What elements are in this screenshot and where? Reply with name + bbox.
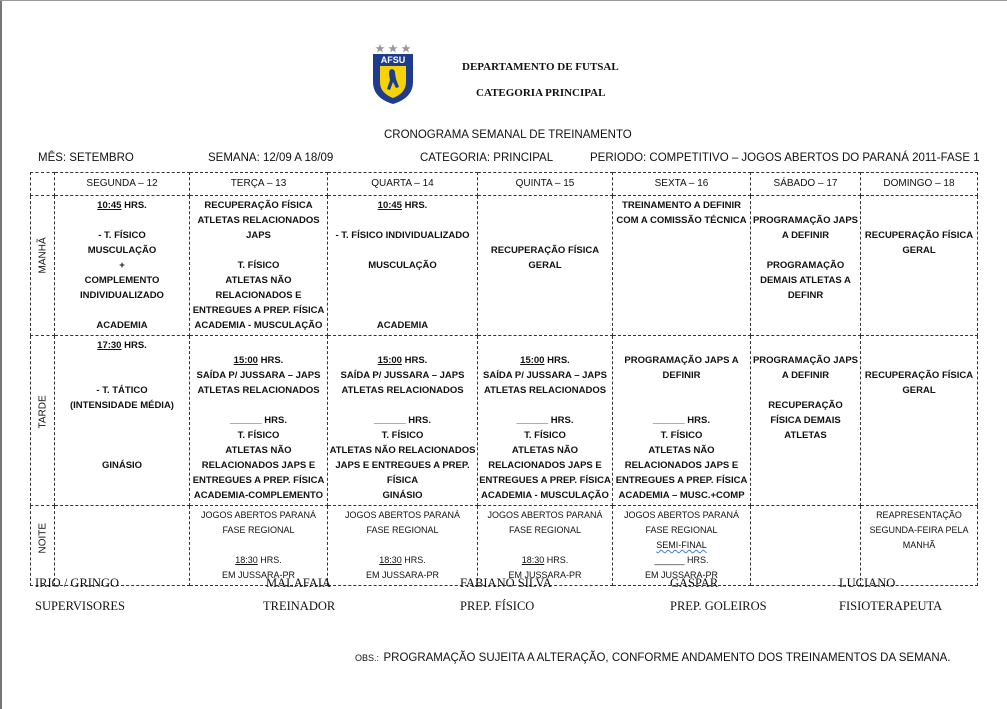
afsu-logo — [370, 42, 416, 106]
schedule-cell — [861, 506, 978, 586]
day-header: DOMINGO – 18 — [861, 173, 978, 196]
cell-line: 15:00 HRS. — [233, 355, 284, 366]
cell-line: GINÁSIO — [382, 490, 423, 501]
cell-line: ENTREGUES A PREP. FÍSICA — [615, 475, 748, 486]
schedule-cell — [55, 506, 190, 586]
cell-line: ENTREGUES A PREP. FÍSICA — [192, 305, 325, 316]
cell-line: PROGRAMAÇÃO JAPS — [752, 355, 859, 366]
staff-role: FISIOTERAPEUTA — [839, 599, 943, 613]
cell-line — [329, 213, 476, 228]
cell-line: RELACIONADOS JAPS E — [488, 460, 602, 471]
schedule-cell — [861, 336, 978, 506]
cell-line: ACADEMIA-COMPLEMENTO — [193, 490, 324, 501]
cell-line: T. FÍSICO — [660, 430, 703, 441]
cell-line: ATLETAS RELACIONADOS — [197, 215, 320, 226]
page-left-border — [0, 0, 2, 709]
cell-line: ______ HRS. — [654, 555, 709, 565]
cell-line — [56, 353, 188, 368]
cell-line — [329, 243, 476, 258]
cell-line: - T. FÍSICO — [98, 230, 146, 241]
cell-line: RELACIONADOS JAPS E — [201, 460, 316, 471]
schedule-cell — [751, 336, 861, 506]
cell-line: ACADEMIA — [376, 320, 429, 331]
cell-line: JOGOS ABERTOS PARANÁ — [623, 510, 740, 520]
cell-line: GINÁSIO — [101, 460, 143, 471]
schedule-title: CRONOGRAMA SEMANAL DE TREINAMENTO — [384, 129, 632, 141]
cell-line — [479, 213, 611, 228]
staff-role: TREINADOR — [263, 599, 336, 613]
days-header-row — [31, 173, 978, 196]
cell-line: 15:00 HRS. — [377, 355, 428, 366]
shift-label: TARDE — [37, 395, 48, 429]
cell-line: SAÍDA P/ JUSSARA – JAPS — [483, 370, 607, 381]
cell-line: FÍSICA DEMAIS — [770, 415, 841, 426]
cell-line: A DEFINIR — [781, 370, 830, 381]
cell-line: FASE REGIONAL — [366, 525, 439, 535]
staff-name: IRIO / GRINGO — [35, 576, 120, 590]
cell-line: EM JUSSARA-PR — [365, 570, 439, 580]
cell-line — [329, 303, 476, 318]
cell-line: RECUPERAÇÃO FÍSICA — [490, 245, 600, 256]
corner-cell — [31, 173, 55, 196]
cell-line — [191, 243, 326, 258]
cell-line: MUSCULAÇÃO — [368, 260, 437, 271]
cell-line: ATLETAS NÃO — [511, 445, 579, 456]
cell-line: FASE REGIONAL — [645, 525, 718, 535]
cell-line: ATLETAS NÃO — [225, 445, 292, 456]
schedule-cell — [328, 196, 478, 336]
staff-role: PREP. FÍSICO — [460, 599, 535, 613]
logo-star-3 — [401, 44, 410, 52]
cell-line: ______ HRS. — [652, 415, 711, 426]
cell-line — [191, 338, 326, 353]
cell-line: ______ HRS. — [373, 415, 432, 426]
cell-line: RECUPERAÇÃO FÍSICA — [204, 200, 313, 211]
observation-note — [355, 648, 950, 666]
cell-line: FASE REGIONAL — [508, 525, 582, 535]
cell-line: JAPS — [246, 230, 271, 241]
cell-line — [56, 443, 188, 458]
cell-line: TREINAMENTO A DEFINIR — [622, 200, 741, 211]
cell-line: COM A COMISSÃO TÉCNICA — [616, 215, 747, 226]
staff-role: PREP. GOLEIROS — [670, 599, 767, 613]
cell-line: JOGOS ABERTOS PARANÁ — [344, 510, 461, 520]
cell-line: COMPLEMENTO — [84, 275, 160, 286]
cell-line: GERAL — [528, 260, 562, 271]
staff-name: GASPAR — [670, 576, 719, 590]
cell-line — [56, 413, 188, 428]
schedule-cell — [55, 336, 190, 506]
schedule-cell — [613, 196, 751, 336]
schedule-cell — [751, 196, 861, 336]
cell-line — [56, 303, 188, 318]
cell-line — [862, 353, 976, 368]
cell-line: GERAL — [902, 385, 936, 396]
cell-line — [752, 198, 859, 213]
staff-role: SUPERVISORES — [35, 599, 125, 613]
day-header: SEGUNDA – 12 — [55, 173, 190, 196]
cell-line: EM JUSSARA-PR — [508, 570, 582, 580]
cell-line — [191, 398, 326, 413]
cell-line: - T. TÁTICO — [96, 385, 148, 396]
cell-line: INDIVIDUALIZADO — [80, 290, 164, 301]
logo-star-2 — [388, 44, 397, 52]
schedule-cell — [613, 336, 751, 506]
staff-name: MALAFAIA — [266, 576, 332, 590]
cell-line — [329, 288, 476, 303]
day-header: SEXTA – 16 — [613, 173, 751, 196]
cell-line: FÍSICA — [386, 475, 419, 486]
staff-name: LUCIANO — [839, 576, 896, 590]
schedule-cell — [328, 506, 478, 586]
cell-line — [479, 538, 611, 553]
cell-line: - T. FÍSICO INDIVIDUALIZADO — [335, 230, 470, 241]
cell-line: MANHÃ — [902, 540, 936, 550]
obs-text: PROGRAMAÇÃO SUJEITA A ALTERAÇÃO, CONFORME ANDAMENTO DOS TREINAMENTOS DA SEMANA. — [383, 652, 951, 664]
night-row — [31, 506, 978, 586]
cell-line — [329, 398, 476, 413]
shift-label: NOITE — [37, 522, 48, 554]
cell-line: RECUPERAÇÃO — [768, 400, 843, 411]
cell-line — [56, 213, 188, 228]
cell-line — [862, 198, 976, 213]
cell-line: ACADEMIA - MUSCULAÇÃO — [194, 320, 323, 331]
schedule-cell — [328, 336, 478, 506]
cell-line — [752, 338, 859, 353]
category-label: CATEGORIA: PRINCIPAL — [420, 152, 554, 164]
cell-line: PROGRAMAÇÃO JAPS A — [624, 355, 739, 366]
cell-line: JAPS E ENTREGUES A PREP. — [335, 460, 470, 471]
cell-line — [191, 538, 326, 553]
cell-line: ATLETAS RELACIONADOS — [341, 385, 464, 396]
cell-line: JOGOS ABERTOS PARANÁ — [487, 510, 603, 520]
cell-line: REAPRESENTAÇÃO — [876, 510, 962, 520]
department-title: DEPARTAMENTO DE FUTSAL — [462, 61, 619, 73]
cell-line: T. FÍSICO — [237, 260, 280, 271]
cell-line: PROGRAMAÇÃO JAPS — [752, 215, 859, 226]
cell-line: RELACIONADOS E — [215, 290, 302, 301]
cell-line — [862, 213, 976, 228]
schedule-cell — [190, 336, 328, 506]
schedule-cell — [613, 506, 751, 586]
cell-line: ______ HRS. — [516, 415, 574, 426]
cell-line: + — [119, 260, 125, 271]
category-title: CATEGORIA PRINCIPAL — [476, 87, 606, 99]
schedule-table — [30, 172, 978, 586]
obs-label: OBS.: — [355, 653, 380, 663]
cell-line: PROGRAMAÇÃO — [766, 260, 845, 271]
cell-line: SEGUNDA-FEIRA PELA — [869, 525, 969, 535]
cell-line — [329, 538, 476, 553]
week-label: SEMANA: 12/09 A 18/09 — [208, 152, 334, 164]
cell-line: ACADEMIA — [96, 320, 148, 331]
cell-line: 18:30 HRS. — [235, 555, 282, 565]
cell-line: EM JUSSARA-PR — [644, 570, 718, 580]
schedule-cell — [751, 506, 861, 586]
cell-line — [479, 398, 611, 413]
cell-line: 10:45 HRS. — [377, 200, 428, 211]
cell-line: ATLETAS RELACIONADOS — [483, 385, 607, 396]
cell-line: RECUPERAÇÃO FÍSICA — [864, 230, 974, 241]
cell-line — [862, 338, 976, 353]
cell-line: T. FÍSICO — [237, 430, 280, 441]
shift-label-cell — [31, 336, 55, 506]
cell-line — [614, 338, 749, 353]
cell-line: T. FÍSICO — [524, 430, 566, 441]
day-header: QUINTA – 15 — [478, 173, 613, 196]
cell-line: 18:30 HRS. — [379, 555, 426, 565]
schedule-cell — [190, 506, 328, 586]
cell-line: EM JUSSARA-PR — [221, 570, 295, 580]
page-top-border — [0, 0, 1007, 1]
cell-line — [329, 338, 476, 353]
cell-line — [614, 383, 749, 398]
schedule-cell — [861, 196, 978, 336]
cell-line: RECUPERAÇÃO FÍSICA — [864, 370, 974, 381]
day-header: SÁBADO – 17 — [751, 173, 861, 196]
cell-line: JOGOS ABERTOS PARANÁ — [200, 510, 317, 520]
cell-line: 18:30 HRS. — [521, 555, 569, 565]
afternoon-row — [31, 336, 978, 506]
day-header: QUARTA – 14 — [328, 173, 478, 196]
schedule-cell — [478, 196, 613, 336]
cell-line: ATLETAS NÃO RELACIONADOS — [329, 445, 476, 456]
cell-line: ACADEMIA – MUSC.+COMP — [618, 490, 745, 501]
cell-line: A DEFINIR — [781, 230, 830, 241]
staff-name: FABIANO SILVA — [460, 576, 552, 590]
cell-line: MUSCULAÇÃO — [87, 245, 157, 256]
cell-line — [329, 273, 476, 288]
cell-line — [614, 398, 749, 413]
cell-line: ATLETAS — [784, 430, 827, 441]
schedule-cell — [190, 196, 328, 336]
cell-line — [56, 368, 188, 383]
cell-line: ATLETAS NÃO — [225, 275, 292, 286]
cell-line: T. FÍSICO — [381, 430, 424, 441]
cell-line — [479, 338, 611, 353]
shift-label-cell — [31, 196, 55, 336]
cell-line — [479, 198, 611, 213]
cell-line: ACADEMIA - MUSCULAÇÃO — [481, 490, 609, 501]
cell-line: (INTENSIDADE MÉDIA) — [70, 400, 174, 411]
month-label: MÊS: SETEMBRO — [38, 152, 134, 164]
cell-line: 17:30 HRS. — [97, 340, 147, 351]
cell-line — [56, 428, 188, 443]
shift-label: MANHÃ — [37, 237, 48, 274]
cell-line: 15:00 HRS. — [520, 355, 570, 366]
cell-line: ATLETAS RELACIONADOS — [197, 385, 320, 396]
cell-line: RELACIONADOS JAPS E — [624, 460, 739, 471]
logo-text: AFSU — [380, 55, 406, 65]
period-label: PERIODO: COMPETITIVO – JOGOS ABERTOS DO PARANÁ 2011-FASE 1 — [590, 152, 980, 164]
cell-line: GERAL — [902, 245, 936, 256]
cell-line: DEFINR — [787, 290, 824, 301]
day-header: TERÇA – 13 — [190, 173, 328, 196]
schedule-cell — [478, 336, 613, 506]
morning-row — [31, 196, 978, 336]
cell-line: FASE REGIONAL — [222, 525, 295, 535]
cell-line — [752, 243, 859, 258]
cell-line: SAÍDA P/ JUSSARA – JAPS — [340, 370, 465, 381]
schedule-cell — [55, 196, 190, 336]
cell-line: SEMI-FINAL — [656, 540, 707, 550]
logo-star-1 — [375, 44, 384, 52]
cell-line: 10:45 HRS. — [97, 200, 147, 211]
cell-line — [752, 383, 859, 398]
shift-label-cell — [31, 506, 55, 586]
cell-line: ATLETAS NÃO — [648, 445, 715, 456]
cell-line — [479, 228, 611, 243]
cell-line: DEFINIR — [662, 370, 701, 381]
cell-line: SAÍDA P/ JUSSARA – JAPS — [196, 370, 321, 381]
cell-line: ENTREGUES A PREP. FÍSICA — [192, 475, 325, 486]
cell-line: ______ HRS. — [229, 415, 288, 426]
cell-line: DEMAIS ATLETAS A — [760, 275, 851, 286]
cell-line: ENTREGUES A PREP. FÍSICA — [479, 475, 611, 486]
schedule-cell — [478, 506, 613, 586]
